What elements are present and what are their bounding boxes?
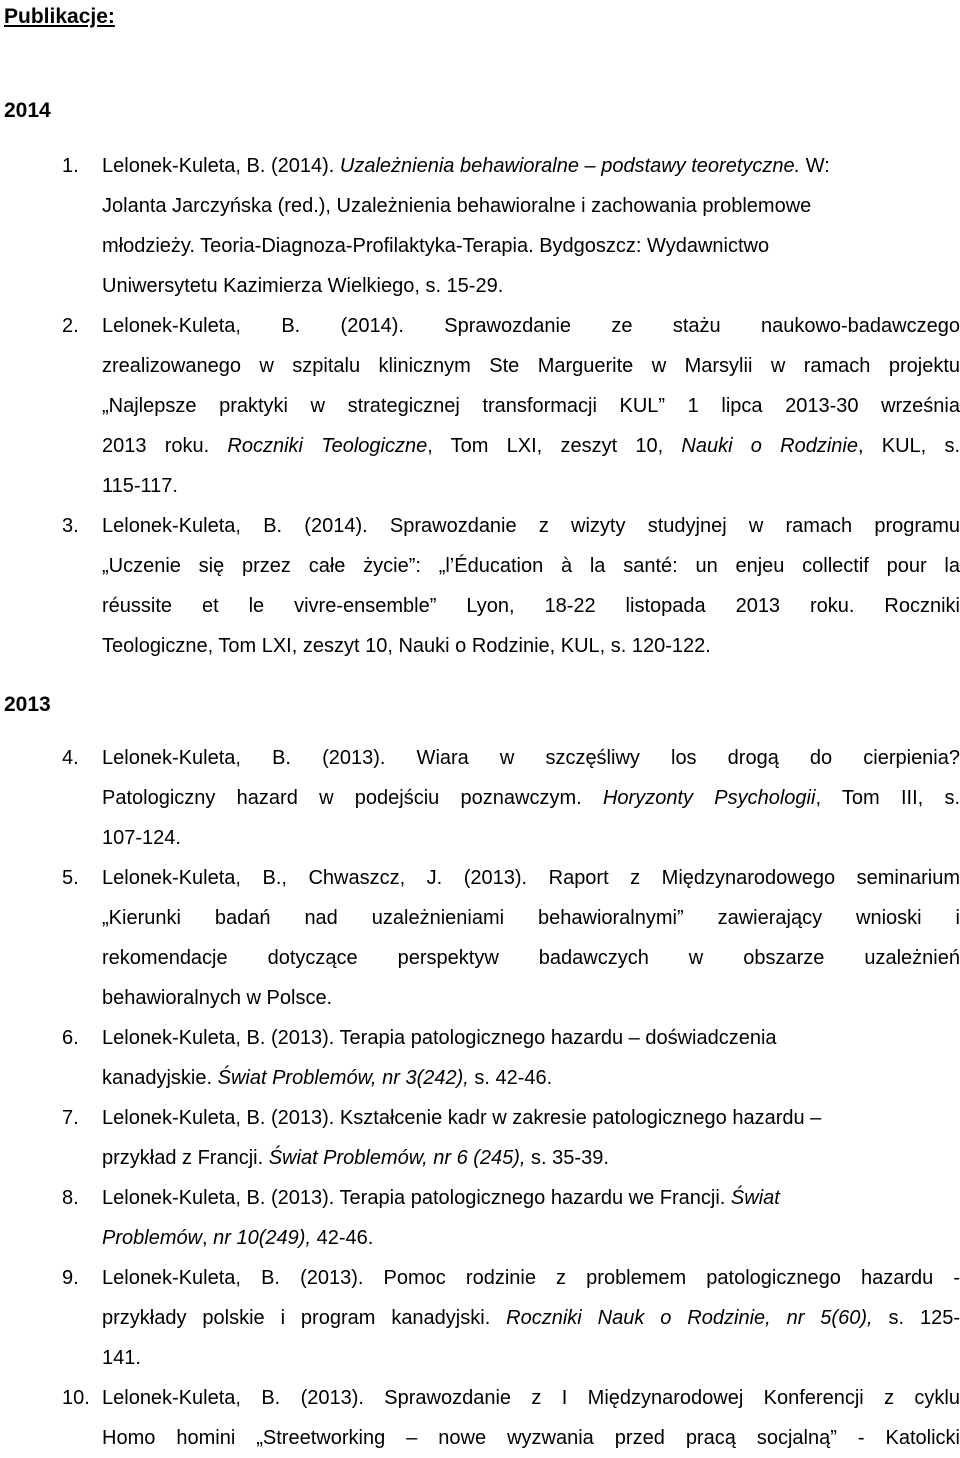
- entry-text: [102, 1378, 960, 1458]
- entry-text: [102, 858, 960, 1018]
- entry-line: [102, 226, 960, 266]
- entry-text: [102, 306, 960, 506]
- entry-line: [102, 1298, 960, 1338]
- entry-line: [102, 1098, 960, 1138]
- publication-entry: [0, 146, 960, 306]
- entry-text-run: przykład z Francji.: [102, 1147, 269, 1169]
- entry-text-run: Lelonek-Kuleta, B. (2013). Terapia patologicznego hazardu we Francji.: [102, 1187, 731, 1209]
- entry-italic-text: Problemów: [102, 1227, 203, 1249]
- entry-line: [102, 466, 960, 506]
- entry-text-run: s. 125-: [872, 1307, 960, 1329]
- entry-text-run: rekomendacje dotyczące perspektyw badawczych w obszarze uzależnień: [102, 947, 960, 969]
- entry-text-run: s. 42-46.: [468, 1067, 553, 1089]
- entry-text: [102, 1178, 960, 1258]
- entry-line: [102, 626, 960, 666]
- entry-text-run: Lelonek-Kuleta, B. (2013). Pomoc rodzinie z problemem patologicznego hazardu -: [102, 1267, 960, 1289]
- entry-text-run: Lelonek-Kuleta, B. (2013). Terapia patologicznego hazardu – doświadczenia: [102, 1027, 777, 1049]
- publication-entry: [0, 1098, 960, 1178]
- publication-entry: [0, 1178, 960, 1258]
- entry-text: [102, 738, 960, 858]
- entry-text-run: „Uczenie się przez całe życie”: „l’Éducation à la santé: un enjeu collectif pour la: [102, 555, 960, 577]
- entry-text-run: Uniwersytetu Kazimierza Wielkiego, s. 15-29.: [102, 275, 504, 297]
- entry-text-run: 115-117.: [102, 475, 178, 497]
- entry-text-run: Lelonek-Kuleta, B. (2013). Sprawozdanie z I Międzynarodowej Konferencji z cyklu: [102, 1387, 960, 1409]
- page-title: Publikacje:: [4, 5, 115, 28]
- entry-text-run: , Tom LXI, zeszyt 10,: [427, 435, 682, 457]
- entry-text: [102, 146, 960, 306]
- entry-text: [102, 506, 960, 666]
- entry-number: 7.: [62, 1107, 79, 1129]
- entry-text-run: Jolanta Jarczyńska (red.), Uzależnienia behawioralne i zachowania problemowe: [102, 195, 812, 217]
- entry-number: 5.: [62, 867, 79, 889]
- entry-line: [102, 738, 960, 778]
- entry-line: [102, 186, 960, 226]
- entry-text-run: , KUL, s.: [857, 435, 960, 457]
- entry-italic-text: Świat Problemów, nr 6 (245),: [268, 1147, 526, 1169]
- entry-line: [102, 506, 960, 546]
- entry-line: [102, 1418, 960, 1458]
- year-heading-2014: 2014: [4, 99, 51, 122]
- entry-line: [102, 978, 960, 1018]
- entry-text-run: 42-46.: [311, 1227, 374, 1249]
- publication-entry: [0, 306, 960, 506]
- entry-number: 9.: [62, 1267, 79, 1289]
- entry-line: [102, 426, 960, 466]
- publication-entry: [0, 858, 960, 1018]
- entry-line: [102, 1218, 960, 1258]
- publication-entry: [0, 1258, 960, 1378]
- entry-text-run: „Najlepsze praktyki w strategicznej transformacji KUL” 1 lipca 2013-30 września: [102, 395, 960, 417]
- entry-text-run: , Tom III, s.: [815, 787, 960, 809]
- entry-line: [102, 938, 960, 978]
- entry-italic-text: Świat Problemów, nr 3(242),: [217, 1067, 469, 1089]
- entry-line: [102, 778, 960, 818]
- entry-number: 10.: [62, 1387, 90, 1409]
- entry-italic-text: Roczniki Nauk o Rodzinie, nr 5(60),: [506, 1307, 873, 1329]
- entry-text-run: Lelonek-Kuleta, B. (2013). Kształcenie kadr w zakresie patologicznego hazardu –: [102, 1107, 822, 1129]
- entry-text-run: Patologiczny hazard w podejściu poznawczym.: [102, 787, 603, 809]
- entry-text: [102, 1098, 960, 1178]
- entry-line: [102, 586, 960, 626]
- publication-entry: [0, 1018, 960, 1098]
- entry-text-run: Teologiczne, Tom LXI, zeszyt 10, Nauki o Rodzinie, KUL, s. 120-122.: [102, 635, 711, 657]
- entry-text-run: 141.: [102, 1347, 141, 1369]
- entry-text-run: Lelonek-Kuleta, B. (2013). Wiara w szczęśliwy los drogą do cierpienia?: [102, 747, 960, 769]
- entry-text-run: kanadyjskie.: [102, 1067, 218, 1089]
- entry-line: [102, 386, 960, 426]
- entry-number: 6.: [62, 1027, 79, 1049]
- entry-text-run: behawioralnych w Polsce.: [102, 987, 333, 1009]
- entry-line: [102, 346, 960, 386]
- entry-text-run: Lelonek-Kuleta, B., Chwaszcz, J. (2013). Raport z Międzynarodowego seminarium: [102, 867, 960, 889]
- entry-number: 4.: [62, 747, 79, 769]
- entry-line: [102, 818, 960, 858]
- entry-line: [102, 1058, 960, 1098]
- entry-italic-text: Roczniki Teologiczne: [227, 435, 428, 457]
- entry-text-run: ,: [202, 1227, 214, 1249]
- entry-line: [102, 1338, 960, 1378]
- publication-entry: [0, 1378, 960, 1458]
- entry-number: 2.: [62, 315, 79, 337]
- entry-line: [102, 266, 960, 306]
- year-heading-2013: 2013: [4, 693, 51, 716]
- entry-text-run: 107-124.: [102, 827, 181, 849]
- entry-text-run: W:: [800, 155, 830, 177]
- entry-line: [102, 1018, 960, 1058]
- entry-text-run: Lelonek-Kuleta, B. (2014). Sprawozdanie z wizyty studyjnej w ramach programu: [102, 515, 960, 537]
- entry-text-run: przykłady polskie i program kanadyjski.: [102, 1307, 507, 1329]
- entry-text-run: Homo homini „Streetworking – nowe wyzwania przed pracą socjalną” - Katolicki: [102, 1427, 960, 1449]
- entry-text-run: réussite et le vivre-ensemble” Lyon, 18-22 listopada 2013 roku. Roczniki: [102, 595, 960, 617]
- entry-number: 3.: [62, 515, 79, 537]
- entry-text-run: Lelonek-Kuleta, B. (2014). Sprawozdanie ze stażu naukowo-badawczego: [102, 315, 960, 337]
- entry-italic-text: Nauki o Rodzinie: [681, 435, 858, 457]
- entry-text: [102, 1018, 960, 1098]
- entry-text-run: Lelonek-Kuleta, B. (2014).: [102, 155, 340, 177]
- entry-italic-text: Uzależnienia behawioralne – podstawy teoretyczne.: [339, 155, 801, 177]
- entry-line: [102, 1378, 960, 1418]
- entry-number: 1.: [62, 155, 79, 177]
- entry-text: [102, 1258, 960, 1378]
- entry-text-run: zrealizowanego w szpitalu klinicznym Ste Marguerite w Marsylii w ramach projektu: [102, 355, 960, 377]
- entry-line: [102, 898, 960, 938]
- entry-line: [102, 1138, 960, 1178]
- entry-line: [102, 306, 960, 346]
- entry-line: [102, 1258, 960, 1298]
- entry-line: [102, 858, 960, 898]
- entry-text-run: „Kierunki badań nad uzależnieniami behawioralnymi” zawierający wnioski i: [102, 907, 960, 929]
- entry-text-run: s. 35-39.: [525, 1147, 609, 1169]
- entry-line: [102, 546, 960, 586]
- entry-text-run: 2013 roku.: [102, 435, 228, 457]
- publication-entry: [0, 738, 960, 858]
- entry-text-run: młodzieży. Teoria-Diagnoza-Profilaktyka-Terapia. Bydgoszcz: Wydawnictwo: [102, 235, 770, 257]
- entry-italic-text: nr 10(249),: [213, 1227, 312, 1249]
- entry-line: [102, 146, 960, 186]
- publication-entry: [0, 506, 960, 666]
- entry-number: 8.: [62, 1187, 79, 1209]
- entry-line: [102, 1178, 960, 1218]
- entry-italic-text: Horyzonty Psychologii: [602, 787, 816, 809]
- entry-italic-text: Świat: [730, 1187, 780, 1209]
